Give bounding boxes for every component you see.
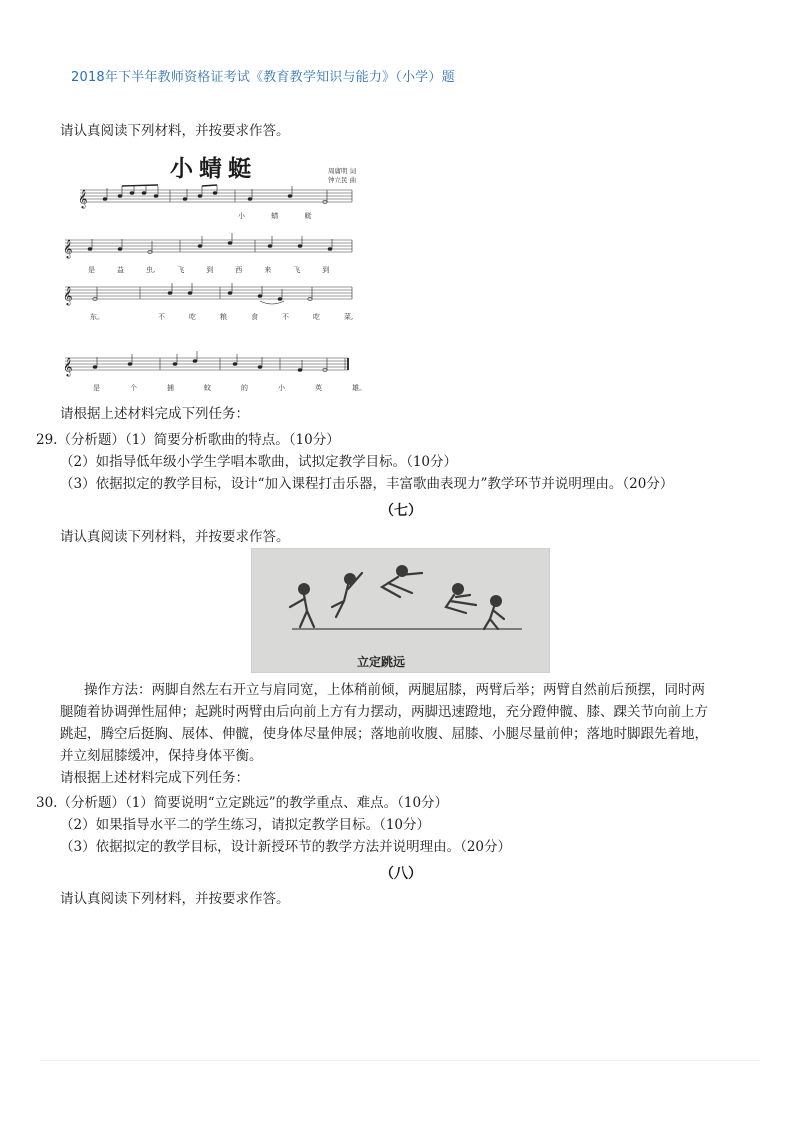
lyric-syllable: 飞 <box>293 266 301 274</box>
lyric-syllable: 益 <box>117 266 124 274</box>
q30-line-3: （3）依据拟定的教学目标，设计新授环节的教学方法并说明理由。（20分） <box>60 839 512 855</box>
lyric-syllable: 来 <box>264 266 272 274</box>
lyric-syllable: 的 <box>241 384 248 392</box>
material-intro-3: 请认真阅读下列材料，并按要求作答。 <box>60 891 290 907</box>
lyric-syllable: 蜻 <box>271 212 279 220</box>
treble-clef-3: 𝄞 <box>63 286 73 305</box>
staff-3 <box>65 287 352 299</box>
lyric-syllable: 粮 <box>220 313 227 321</box>
lyrics-line-2 <box>88 265 329 275</box>
q29-line-1: 29.（分析题）（1）简要分析歌曲的特点。（10分） <box>36 432 340 448</box>
task-intro-2: 请根据上述材料完成下列任务： <box>60 770 249 786</box>
q29-line-3: （3）依据拟定的教学目标，设计“加入课程打击乐器，丰富歌曲表现力”教学环节并说明理由。（20分） <box>60 476 674 492</box>
q30-line-2: （2）如果指导水平二的学生练习，请拟定教学目标。（10分） <box>60 817 431 833</box>
lyrics-line-1 <box>238 211 311 221</box>
material-intro-2: 请认真阅读下列材料，并按要求作答。 <box>60 529 290 545</box>
lyric-syllable: 个 <box>130 384 137 392</box>
lyric-syllable: 菜, <box>344 313 354 321</box>
q30-line-1: 30.（分析题）（1）简要说明“立定跳远”的教学重点、难点。（10分） <box>36 795 449 811</box>
lyric-syllable: 蜓 <box>304 212 312 220</box>
staff-4 <box>65 358 348 370</box>
photo-caption: 立定跳远 <box>357 655 406 669</box>
method-line-2: 腿随着协调弹性屈伸；起跳时两臂由后向前上方有力摆动，两脚迅速蹬地，充分蹬伸髋、膝、踝关节向前上方 <box>60 704 708 720</box>
lyric-syllable: 到 <box>206 266 214 274</box>
lyric-syllable: 不 <box>282 313 289 321</box>
task-intro-1: 请根据上述材料完成下列任务： <box>60 406 249 422</box>
section-heading-7: （七） <box>380 503 422 519</box>
sheet-music <box>60 180 360 400</box>
material-intro-1: 请认真阅读下列材料，并按要求作答。 <box>60 123 290 139</box>
lyric-syllable: 是 <box>93 384 100 392</box>
lyric-syllable: 飞 <box>177 266 185 274</box>
long-jump-photo <box>251 548 550 673</box>
method-line-3: 跳起，腾空后挺胸、展体、伸髋，使身体尽量伸展；落地前收腹、屈膝、小腿尽量前伸；落地时脚跟先着地， <box>60 726 708 742</box>
lyric-syllable: 吃 <box>313 313 320 321</box>
section-heading-8: （八） <box>380 866 422 882</box>
lyric-syllable: 到 <box>322 266 330 274</box>
footer-divider <box>40 1060 760 1061</box>
q29-line-2: （2）如指导低年级小学生学唱本歌曲，试拟定教学目标。（10分） <box>60 454 458 470</box>
method-line-1: 操作方法：两脚自然左右开立与肩同宽，上体稍前倾，两腿屈膝，两臂后举；两臂自然前后预摆，同时两 <box>84 682 705 698</box>
song-title: 小蜻蜓 <box>170 156 257 182</box>
method-line-4: 并立刻屈膝缓冲，保持身体平衡。 <box>60 748 263 764</box>
treble-clef-2: 𝄞 <box>63 239 73 258</box>
lyricist-credit: 周庸明 词 <box>328 167 357 175</box>
document-header: 2018年下半年教师资格证考试《教育教学知识与能力》（小学）题 <box>71 70 455 85</box>
lyric-syllable: 雄。 <box>352 384 366 392</box>
treble-clef-4: 𝄞 <box>63 357 73 376</box>
lyric-syllable: 小 <box>278 384 285 392</box>
lyric-syllable: 西 <box>235 266 243 274</box>
lyric-syllable: 食 <box>251 313 258 321</box>
lyric-syllable: 小 <box>238 212 245 220</box>
lyric-syllable: 英 <box>315 384 322 392</box>
composer-credit: 钟立民 曲 <box>328 176 357 184</box>
lyric-syllable: 虫, <box>146 266 156 274</box>
treble-clef-1: 𝄞 <box>78 189 88 208</box>
lyrics-line-3 <box>90 312 353 322</box>
lyric-syllable: 不 <box>158 313 165 321</box>
lyric-syllable: 吃 <box>189 313 196 321</box>
lyrics-line-4 <box>93 383 366 393</box>
staff-2 <box>65 240 352 252</box>
lyric-syllable: 是 <box>88 266 95 274</box>
lyric-syllable: 东。 <box>90 313 104 321</box>
lyric-syllable: 捕 <box>167 384 174 392</box>
lyric-syllable: 蚊 <box>204 384 211 392</box>
